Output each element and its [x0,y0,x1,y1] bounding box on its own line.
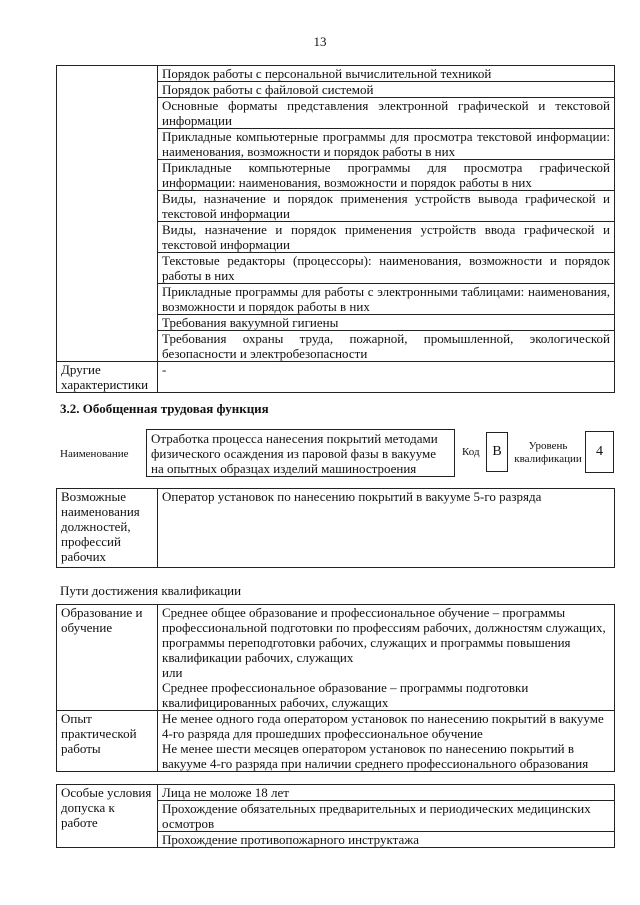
experience-value [158,711,615,772]
positions-label: Возможные наименования должностей, профессий рабочих [57,489,158,568]
table-cell: Прикладные компьютерные программы для просмотра текстовой информации: наименования, возможности и порядок работы в них [158,129,615,160]
table-row [57,711,615,772]
table-cell: Основные форматы представления электронной графической и текстовой информации [158,98,615,129]
section-heading: 3.2. Обобщенная трудовая функция [60,401,269,416]
education-line: профессиональной подготовки по профессиям рабочих, должностям служащих, [162,620,606,635]
conditions-item: Прохождение противопожарного инструктажа [158,832,615,848]
positions-value: Оператор установок по нанесению покрытий в вакууме 5-го разряда [158,489,615,568]
conditions-item: Прохождение обязательных предварительных и периодических медицинских осмотров [158,801,615,832]
page-number: 13 [313,34,327,49]
table-row [57,66,615,82]
conditions-label: Особые условия допуска к работе [57,785,158,848]
experience-line: Не менее одного года оператором установок по нанесению покрытий в вакууме [162,711,604,726]
education-value [158,605,615,711]
table-row [57,489,615,568]
table-cell: Порядок работы с файловой системой [158,82,615,98]
function-name-value: Отработка процесса нанесения покрытий методами физического осаждения из паровой фазы в вакууме на опытных образцах изделий машиностроения [151,431,438,476]
level-box [585,431,614,473]
code-value: В [492,444,502,459]
other-characteristics-label: Другие характеристики [57,362,158,393]
positions-table [56,488,615,568]
level-label: Уровень квалификации [514,440,582,465]
knowledge-table [56,65,615,393]
education-line: квалифицированных рабочих, служащих [162,695,389,710]
admission-conditions-table [56,784,615,848]
table-cell: Текстовые редакторы (процессоры): наименования, возможности и порядок работы в них [158,253,615,284]
code-label: Код [462,446,480,458]
education-line: квалификации рабочих, служащих [162,650,354,665]
experience-line: вакууме 4-го разряда при наличии среднего профессионального образования [162,756,589,771]
education-line: Среднее профессиональное образование – программы подготовки [162,680,529,695]
table-cell: Виды, назначение и порядок применения устройств ввода графической и текстовой информации [158,222,615,253]
education-line: Среднее общее образование и профессиональное обучение – программы [162,605,566,620]
code-box [486,432,508,472]
function-name-box [146,429,455,477]
name-label: Наименование [60,448,129,460]
experience-line: 4-го разряда для прошедших профессиональное обучение [162,726,483,741]
table-cell: Прикладные компьютерные программы для просмотра графической информации: наименования, возможности и порядок работы в них [158,160,615,191]
other-characteristics-value: - [158,362,615,393]
table-cell: Требования вакуумной гигиены [158,315,615,331]
table-row [57,605,615,711]
education-line: программы переподготовки рабочих, служащих и программы повышения [162,635,571,650]
table-cell: Порядок работы с персональной вычислительной техникой [158,66,615,82]
conditions-item: Лица не моложе 18 лет [158,785,615,801]
paths-title: Пути достижения квалификации [60,583,242,598]
table-cell: Виды, назначение и порядок применения устройств вывода графической и текстовой информации [158,191,615,222]
qualification-paths-table [56,604,615,772]
education-label: Образование и обучение [57,605,158,711]
education-line: или [162,665,183,680]
table-row [57,785,615,801]
table-cell: Требования охраны труда, пожарной, промышленной, экологической безопасности и электробезопасности [158,331,615,362]
table-label-cell [57,66,158,362]
experience-label: Опыт практической работы [57,711,158,772]
level-value: 4 [596,444,603,459]
table-cell: Прикладные программы для работы с электронными таблицами: наименования, возможности и порядок работы в них [158,284,615,315]
table-row [57,362,615,393]
experience-line: Не менее шести месяцев оператором установок по нанесению покрытий в [162,741,575,756]
